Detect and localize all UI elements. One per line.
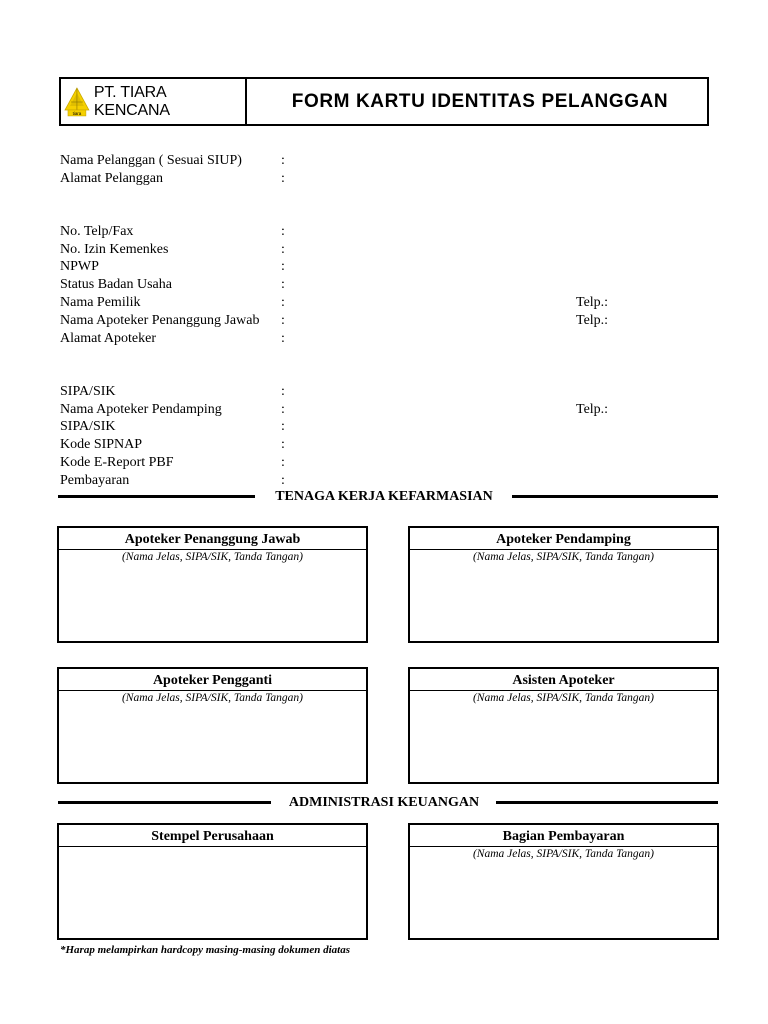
signature-box-title: Apoteker Pendamping (410, 528, 717, 550)
field-status-badan-usaha (60, 276, 172, 293)
field-colon: : (281, 171, 285, 186)
field-label: Alamat Pelanggan (60, 171, 164, 186)
signature-box-asisten-apoteker (408, 667, 719, 784)
field-apoteker-pendamping (60, 401, 222, 418)
field-colon: : (281, 259, 285, 274)
footnote: *Harap melampirkan hardcopy masing-masing dokumen diatas (60, 944, 351, 956)
section-divider-left (58, 801, 271, 804)
field-telp-label: Telp.: (576, 313, 609, 328)
signature-box-apoteker-pendamping (408, 526, 719, 643)
section-divider-right (512, 495, 718, 498)
field-label: No. Izin Kemenkes (60, 242, 169, 257)
svg-text:tiara: tiara (72, 110, 82, 116)
field-label: Kode E-Report PBF (60, 455, 174, 470)
field-colon: : (281, 224, 285, 239)
field-label: Nama Apoteker Penanggung Jawab (60, 313, 260, 328)
field-label: Nama Pelanggan ( Sesuai SIUP) (60, 153, 242, 168)
field-label: SIPA/SIK (60, 419, 116, 434)
field-label: Kode SIPNAP (60, 437, 143, 452)
section-divider-left (58, 495, 255, 498)
field-kode-ereport (60, 454, 174, 471)
field-telp-label: Telp.: (576, 402, 609, 417)
section-title-administrasi: ADMINISTRASI KEUANGAN (288, 795, 480, 810)
field-telp-label: Telp.: (576, 295, 609, 310)
field-colon: : (281, 153, 285, 168)
field-pembayaran (60, 472, 129, 489)
signature-box-title: Apoteker Penanggung Jawab (59, 528, 366, 550)
signature-box-subtitle: (Nama Jelas, SIPA/SIK, Tanda Tangan) (472, 692, 655, 704)
signature-box-apoteker-pengganti (57, 667, 368, 784)
field-label: Status Badan Usaha (60, 277, 172, 292)
field-colon: : (281, 242, 285, 257)
field-label: Alamat Apoteker (60, 331, 157, 346)
form-title-cell (247, 79, 707, 124)
field-izin-kemenkes (60, 241, 168, 258)
field-colon: : (281, 295, 285, 310)
form-title: FORM KARTU IDENTITAS PELANGGAN (291, 90, 669, 112)
form-header (59, 77, 709, 126)
field-colon: : (281, 437, 285, 452)
signature-box-title: Apoteker Pengganti (59, 669, 366, 691)
field-label: No. Telp/Fax (60, 224, 134, 239)
company-logo-cell (61, 79, 247, 124)
field-kode-sipnap (60, 436, 142, 453)
field-nama-pelanggan (60, 152, 242, 169)
field-colon: : (281, 313, 285, 328)
signature-box-apoteker-pj (57, 526, 368, 643)
field-alamat-pelanggan (60, 170, 163, 187)
tiara-logo-icon (64, 87, 90, 117)
signature-box-subtitle: (Nama Jelas, SIPA/SIK, Tanda Tangan) (472, 848, 655, 860)
field-label: Nama Pemilik (60, 295, 141, 310)
signature-box-bagian-pembayaran (408, 823, 719, 940)
field-nama-pemilik (60, 294, 141, 311)
field-label: NPWP (60, 259, 99, 274)
signature-box-title: Stempel Perusahaan (59, 825, 366, 847)
field-colon: : (281, 402, 285, 417)
company-name: PT. TIARA KENCANA (93, 83, 170, 119)
field-label: SIPA/SIK (60, 384, 116, 399)
field-colon: : (281, 384, 285, 399)
signature-box-subtitle: (Nama Jelas, SIPA/SIK, Tanda Tangan) (472, 551, 655, 563)
field-colon: : (281, 419, 285, 434)
field-alamat-apoteker (60, 330, 156, 347)
field-label: Nama Apoteker Pendamping (60, 402, 222, 417)
field-colon: : (281, 277, 285, 292)
section-divider-right (496, 801, 718, 804)
field-colon: : (281, 455, 285, 470)
field-apoteker-pj (60, 312, 259, 329)
signature-box-subtitle: (Nama Jelas, SIPA/SIK, Tanda Tangan) (121, 692, 304, 704)
signature-box-stempel (57, 823, 368, 940)
field-colon: : (281, 331, 285, 346)
field-colon: : (281, 473, 285, 488)
field-npwp (60, 258, 99, 275)
field-sipa-sik-2 (60, 418, 116, 435)
field-telp-fax (60, 223, 133, 240)
signature-box-subtitle: (Nama Jelas, SIPA/SIK, Tanda Tangan) (121, 551, 304, 563)
field-label: Pembayaran (60, 473, 130, 488)
signature-box-title: Asisten Apoteker (410, 669, 717, 691)
section-title-tenaga-kerja: TENAGA KERJA KEFARMASIAN (275, 489, 493, 504)
signature-box-title: Bagian Pembayaran (410, 825, 717, 847)
field-sipa-sik (60, 383, 116, 400)
